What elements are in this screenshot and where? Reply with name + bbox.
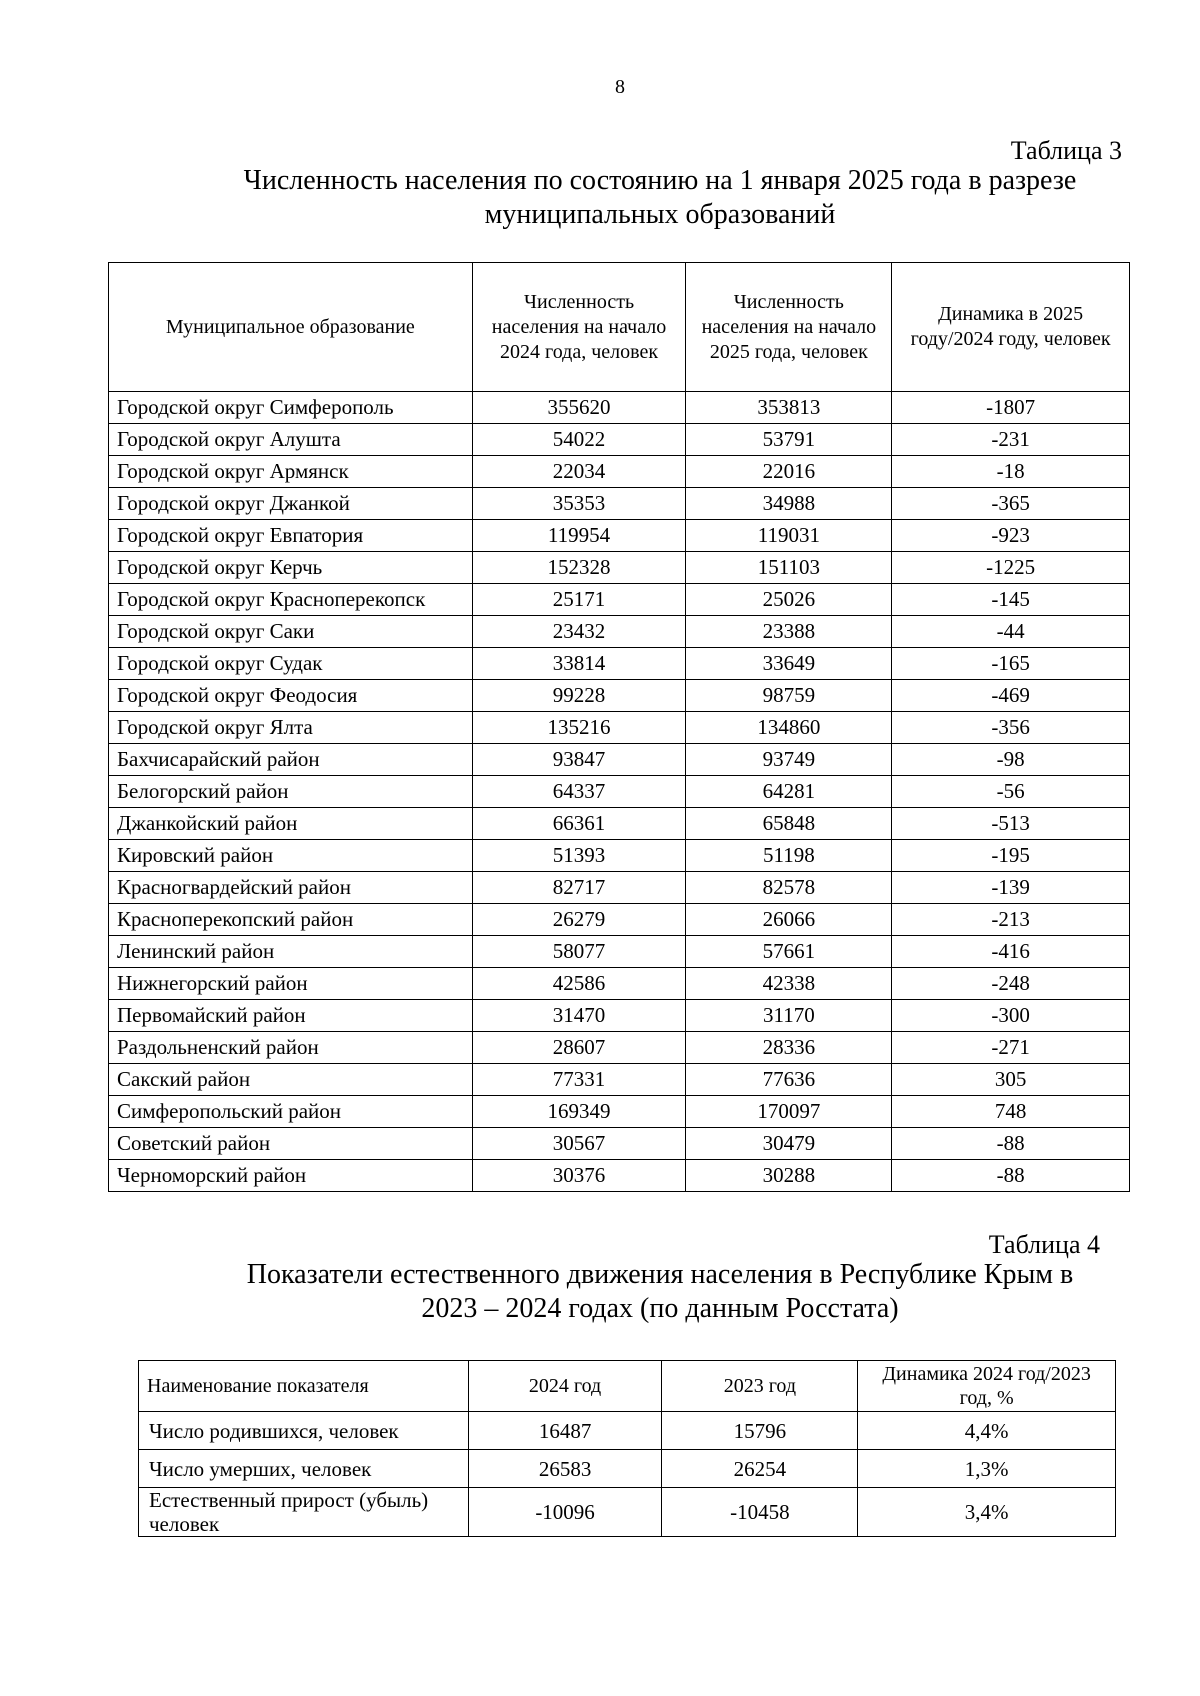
value-cell: 53791 (686, 424, 892, 456)
table-row (109, 424, 1130, 456)
value-cell: 16487 (468, 1412, 662, 1450)
value-cell: -365 (892, 488, 1130, 520)
value-cell: 65848 (686, 808, 892, 840)
value-cell: -1807 (892, 392, 1130, 424)
table-row (139, 1412, 1116, 1450)
row-label-cell: Красногвардейский район (109, 872, 473, 904)
row-label-cell: Городской округ Красноперекопск (109, 584, 473, 616)
value-cell: 57661 (686, 936, 892, 968)
value-cell: 151103 (686, 552, 892, 584)
value-cell: 77636 (686, 1064, 892, 1096)
value-cell: 42338 (686, 968, 892, 1000)
table-row (109, 680, 1130, 712)
value-cell: 25026 (686, 584, 892, 616)
row-label-cell: Красноперекопский район (109, 904, 473, 936)
value-cell: 35353 (472, 488, 686, 520)
row-label-cell: Число родившихся, человек (139, 1412, 469, 1450)
header-indicator: Наименование показателя (139, 1361, 469, 1412)
row-label-cell: Городской округ Керчь (109, 552, 473, 584)
table-row (109, 1160, 1130, 1192)
value-cell: -513 (892, 808, 1130, 840)
row-label-cell: Раздольненский район (109, 1032, 473, 1064)
row-label-cell: Число умерших, человек (139, 1450, 469, 1488)
table-header-row (139, 1361, 1116, 1412)
value-cell: 26279 (472, 904, 686, 936)
table-row (109, 488, 1130, 520)
value-cell: 748 (892, 1096, 1130, 1128)
value-cell: 77331 (472, 1064, 686, 1096)
table-row (109, 1032, 1130, 1064)
table-row (109, 776, 1130, 808)
row-label-cell: Джанкойский район (109, 808, 473, 840)
value-cell: 54022 (472, 424, 686, 456)
row-label-cell: Советский район (109, 1128, 473, 1160)
row-label-cell: Городской округ Ялта (109, 712, 473, 744)
table3-title: Численность населения по состоянию на 1 января 2025 года в разрезе муниципальных образований (243, 165, 1077, 230)
row-label-cell: Кировский район (109, 840, 473, 872)
row-label-cell: Первомайский район (109, 1000, 473, 1032)
value-cell: 28336 (686, 1032, 892, 1064)
value-cell: 99228 (472, 680, 686, 712)
value-cell: -231 (892, 424, 1130, 456)
value-cell: 353813 (686, 392, 892, 424)
row-label-cell: Черноморский район (109, 1160, 473, 1192)
table-row (109, 808, 1130, 840)
table-row (139, 1450, 1116, 1488)
table-row (109, 936, 1130, 968)
header-population-2024: Численность населения на начало 2024 года, человек (472, 263, 686, 392)
row-label-cell: Белогорский район (109, 776, 473, 808)
value-cell: 33649 (686, 648, 892, 680)
row-label-cell: Городской округ Симферополь (109, 392, 473, 424)
value-cell: 135216 (472, 712, 686, 744)
table-row (109, 840, 1130, 872)
value-cell: 4,4% (858, 1412, 1116, 1450)
table-row (109, 1000, 1130, 1032)
table-row (109, 648, 1130, 680)
natural-movement-table (138, 1360, 1116, 1537)
value-cell: -356 (892, 712, 1130, 744)
value-cell: 28607 (472, 1032, 686, 1064)
table-row (109, 968, 1130, 1000)
value-cell: 30479 (686, 1128, 892, 1160)
table-row (109, 520, 1130, 552)
table-row (109, 744, 1130, 776)
row-label-cell: Городской округ Евпатория (109, 520, 473, 552)
row-label-cell: Естественный прирост (убыль) человек (139, 1488, 469, 1537)
population-table (108, 262, 1130, 1192)
header-2024: 2024 год (468, 1361, 662, 1412)
row-label-cell: Городской округ Армянск (109, 456, 473, 488)
value-cell: 3,4% (858, 1488, 1116, 1537)
value-cell: 30376 (472, 1160, 686, 1192)
header-municipality: Муниципальное образование (109, 263, 473, 392)
value-cell: 15796 (662, 1412, 858, 1450)
value-cell: 22016 (686, 456, 892, 488)
value-cell: 1,3% (858, 1450, 1116, 1488)
value-cell: 51198 (686, 840, 892, 872)
value-cell: -44 (892, 616, 1130, 648)
table4-title: Показатели естественного движения населения в Республике Крым в 2023 – 2024 годах (по данным Росстата) (246, 1259, 1074, 1324)
value-cell: -88 (892, 1128, 1130, 1160)
table-row (109, 904, 1130, 936)
table-row (109, 1064, 1130, 1096)
value-cell: 170097 (686, 1096, 892, 1128)
value-cell: -88 (892, 1160, 1130, 1192)
row-label-cell: Городской округ Саки (109, 616, 473, 648)
value-cell: 26066 (686, 904, 892, 936)
table-row (109, 456, 1130, 488)
table-row (109, 616, 1130, 648)
value-cell: -923 (892, 520, 1130, 552)
row-label-cell: Городской округ Феодосия (109, 680, 473, 712)
value-cell: -56 (892, 776, 1130, 808)
value-cell: 93749 (686, 744, 892, 776)
table-row (109, 1096, 1130, 1128)
value-cell: -165 (892, 648, 1130, 680)
table-row (109, 872, 1130, 904)
value-cell: 134860 (686, 712, 892, 744)
value-cell: 152328 (472, 552, 686, 584)
value-cell: -10458 (662, 1488, 858, 1537)
value-cell: 119954 (472, 520, 686, 552)
value-cell: 30288 (686, 1160, 892, 1192)
value-cell: 93847 (472, 744, 686, 776)
table-header-row (109, 263, 1130, 392)
table-row (109, 712, 1130, 744)
value-cell: 64337 (472, 776, 686, 808)
value-cell: 25171 (472, 584, 686, 616)
header-population-2025: Численность населения на начало 2025 года, человек (686, 263, 892, 392)
table3-caption: Таблица 3 (1010, 136, 1122, 165)
table4-caption: Таблица 4 (988, 1230, 1100, 1259)
value-cell: -248 (892, 968, 1130, 1000)
header-dynamics: Динамика 2024 год/2023 год, % (858, 1361, 1116, 1412)
row-label-cell: Городской округ Джанкой (109, 488, 473, 520)
value-cell: 58077 (472, 936, 686, 968)
value-cell: 23432 (472, 616, 686, 648)
value-cell: -213 (892, 904, 1130, 936)
value-cell: 305 (892, 1064, 1130, 1096)
value-cell: -10096 (468, 1488, 662, 1537)
value-cell: 26583 (468, 1450, 662, 1488)
row-label-cell: Городской округ Алушта (109, 424, 473, 456)
population-table-body (109, 392, 1130, 1192)
row-label-cell: Нижнегорский район (109, 968, 473, 1000)
value-cell: 26254 (662, 1450, 858, 1488)
table-row (109, 584, 1130, 616)
row-label-cell: Сакский район (109, 1064, 473, 1096)
value-cell: 64281 (686, 776, 892, 808)
value-cell: -145 (892, 584, 1130, 616)
row-label-cell: Симферопольский район (109, 1096, 473, 1128)
table-row (109, 552, 1130, 584)
value-cell: 34988 (686, 488, 892, 520)
value-cell: 42586 (472, 968, 686, 1000)
value-cell: 31470 (472, 1000, 686, 1032)
page-number: 8 (615, 76, 625, 98)
row-label-cell: Бахчисарайский район (109, 744, 473, 776)
value-cell: 31170 (686, 1000, 892, 1032)
value-cell: 355620 (472, 392, 686, 424)
value-cell: -469 (892, 680, 1130, 712)
value-cell: 51393 (472, 840, 686, 872)
natural-movement-table-body (139, 1412, 1116, 1537)
value-cell: -271 (892, 1032, 1130, 1064)
table-row (139, 1488, 1116, 1537)
value-cell: 66361 (472, 808, 686, 840)
value-cell: -195 (892, 840, 1130, 872)
value-cell: 22034 (472, 456, 686, 488)
value-cell: -1225 (892, 552, 1130, 584)
value-cell: -300 (892, 1000, 1130, 1032)
row-label-cell: Ленинский район (109, 936, 473, 968)
header-2023: 2023 год (662, 1361, 858, 1412)
table-row (109, 392, 1130, 424)
value-cell: 82717 (472, 872, 686, 904)
value-cell: 82578 (686, 872, 892, 904)
value-cell: 23388 (686, 616, 892, 648)
value-cell: 119031 (686, 520, 892, 552)
value-cell: 30567 (472, 1128, 686, 1160)
value-cell: -139 (892, 872, 1130, 904)
value-cell: -416 (892, 936, 1130, 968)
value-cell: -18 (892, 456, 1130, 488)
table-row (109, 1128, 1130, 1160)
value-cell: 98759 (686, 680, 892, 712)
row-label-cell: Городской округ Судак (109, 648, 473, 680)
value-cell: 33814 (472, 648, 686, 680)
header-dynamics: Динамика в 2025 году/2024 году, человек (892, 263, 1130, 392)
value-cell: -98 (892, 744, 1130, 776)
value-cell: 169349 (472, 1096, 686, 1128)
